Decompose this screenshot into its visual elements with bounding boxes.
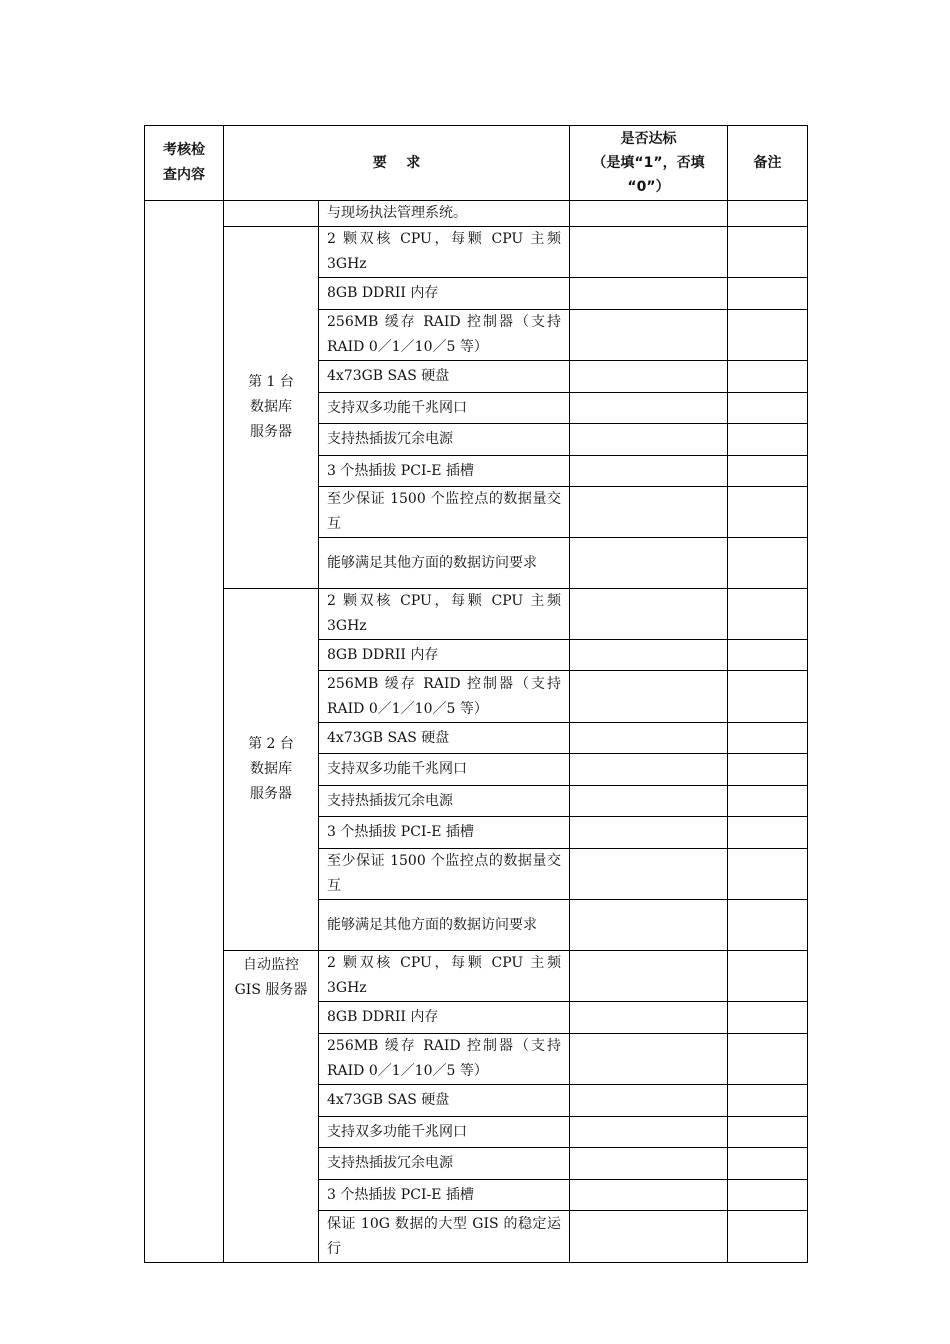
compliance-cell[interactable] [570, 361, 728, 393]
compliance-cell[interactable] [570, 1002, 728, 1034]
requirement-cell: 4x73GB SAS 硬盘 [319, 723, 570, 754]
compliance-cell[interactable] [570, 487, 728, 538]
compliance-cell[interactable] [570, 951, 728, 1002]
requirement-cell: 8GB DDRII 内存 [319, 640, 570, 671]
compliance-cell[interactable] [570, 1148, 728, 1180]
compliance-cell[interactable] [570, 1180, 728, 1211]
compliance-cell[interactable] [570, 278, 728, 310]
requirement-cell: 支持热插拔冗余电源 [319, 1148, 570, 1180]
group-label-gis-server: 自动监控 GIS 服务器 [224, 951, 319, 1263]
requirement-cell: 至少保证 1500 个监控点的数据量交互 [319, 487, 570, 538]
remarks-cell[interactable] [728, 786, 808, 817]
remarks-cell[interactable] [728, 424, 808, 456]
compliance-cell[interactable] [570, 849, 728, 900]
remarks-cell[interactable] [728, 456, 808, 487]
requirement-cell: 4x73GB SAS 硬盘 [319, 1085, 570, 1117]
table-row [145, 227, 808, 278]
remarks-cell[interactable] [728, 1180, 808, 1211]
group-cell-empty [224, 201, 319, 227]
check-content-cell [145, 201, 224, 1263]
requirement-cell: 2 颗双核 CPU，每颗 CPU 主频 3GHz [319, 589, 570, 640]
header-check-content: 考核检 查内容 [145, 126, 224, 201]
compliance-cell[interactable] [570, 900, 728, 951]
header-requirement: 要 求 [224, 126, 570, 201]
compliance-cell[interactable] [570, 1211, 728, 1263]
remarks-cell[interactable] [728, 1085, 808, 1117]
compliance-cell[interactable] [570, 1034, 728, 1085]
requirement-cell: 8GB DDRII 内存 [319, 278, 570, 310]
remarks-cell[interactable] [728, 1211, 808, 1263]
remarks-cell[interactable] [728, 640, 808, 671]
requirement-cell: 3 个热插拔 PCI-E 插槽 [319, 456, 570, 487]
requirement-cell: 能够满足其他方面的数据访问要求 [319, 900, 570, 951]
compliance-cell[interactable] [570, 754, 728, 786]
compliance-cell[interactable] [570, 538, 728, 589]
table-header-row [145, 126, 808, 201]
remarks-cell[interactable] [728, 310, 808, 361]
requirement-cell: 支持热插拔冗余电源 [319, 424, 570, 456]
group-label-db-server-1: 第 1 台 数据库 服务器 [224, 227, 319, 589]
compliance-cell[interactable] [570, 201, 728, 227]
remarks-cell[interactable] [728, 227, 808, 278]
assessment-table [144, 125, 808, 1263]
table-row [145, 201, 808, 227]
requirement-cell: 支持双多功能千兆网口 [319, 754, 570, 786]
compliance-cell[interactable] [570, 723, 728, 754]
compliance-cell[interactable] [570, 640, 728, 671]
requirement-cell: 2 颗双核 CPU，每颗 CPU 主频 3GHz [319, 951, 570, 1002]
remarks-cell[interactable] [728, 754, 808, 786]
compliance-cell[interactable] [570, 310, 728, 361]
requirement-cell: 支持双多功能千兆网口 [319, 1117, 570, 1148]
compliance-cell[interactable] [570, 786, 728, 817]
requirement-cell: 8GB DDRII 内存 [319, 1002, 570, 1034]
remarks-cell[interactable] [728, 201, 808, 227]
remarks-cell[interactable] [728, 278, 808, 310]
remarks-cell[interactable] [728, 723, 808, 754]
remarks-cell[interactable] [728, 900, 808, 951]
remarks-cell[interactable] [728, 849, 808, 900]
requirement-cell: 256MB 缓存 RAID 控制器（支持 RAID 0／1／10／5 等） [319, 310, 570, 361]
remarks-cell[interactable] [728, 1002, 808, 1034]
table-row [145, 951, 808, 1002]
compliance-cell[interactable] [570, 671, 728, 723]
compliance-cell[interactable] [570, 456, 728, 487]
remarks-cell[interactable] [728, 951, 808, 1002]
remarks-cell[interactable] [728, 589, 808, 640]
header-compliance: 是否达标 （是填“1”，否填 “0”） [570, 126, 728, 201]
compliance-cell[interactable] [570, 589, 728, 640]
remarks-cell[interactable] [728, 1148, 808, 1180]
requirement-cell: 保证 10G 数据的大型 GIS 的稳定运行 [319, 1211, 570, 1263]
compliance-cell[interactable] [570, 393, 728, 424]
remarks-cell[interactable] [728, 393, 808, 424]
requirement-cell: 2 颗双核 CPU，每颗 CPU 主频 3GHz [319, 227, 570, 278]
requirement-cell: 至少保证 1500 个监控点的数据量交互 [319, 849, 570, 900]
table-row [145, 589, 808, 640]
remarks-cell[interactable] [728, 538, 808, 589]
header-remarks: 备注 [728, 126, 808, 201]
requirement-cell: 256MB 缓存 RAID 控制器（支持 RAID 0／1／10／5 等） [319, 1034, 570, 1085]
requirement-cell: 3 个热插拔 PCI-E 插槽 [319, 1180, 570, 1211]
group-label-db-server-2: 第 2 台 数据库 服务器 [224, 589, 319, 951]
requirement-cell: 支持热插拔冗余电源 [319, 786, 570, 817]
remarks-cell[interactable] [728, 817, 808, 849]
compliance-cell[interactable] [570, 817, 728, 849]
requirement-cell: 4x73GB SAS 硬盘 [319, 361, 570, 393]
requirement-cell: 256MB 缓存 RAID 控制器（支持 RAID 0／1／10／5 等） [319, 671, 570, 723]
compliance-cell[interactable] [570, 424, 728, 456]
requirement-cell: 支持双多功能千兆网口 [319, 393, 570, 424]
remarks-cell[interactable] [728, 1117, 808, 1148]
remarks-cell[interactable] [728, 1034, 808, 1085]
compliance-cell[interactable] [570, 1085, 728, 1117]
requirement-cell: 能够满足其他方面的数据访问要求 [319, 538, 570, 589]
remarks-cell[interactable] [728, 361, 808, 393]
compliance-cell[interactable] [570, 1117, 728, 1148]
remarks-cell[interactable] [728, 671, 808, 723]
requirement-cell: 3 个热插拔 PCI-E 插槽 [319, 817, 570, 849]
compliance-cell[interactable] [570, 227, 728, 278]
remarks-cell[interactable] [728, 487, 808, 538]
requirement-cell: 与现场执法管理系统。 [319, 201, 570, 227]
